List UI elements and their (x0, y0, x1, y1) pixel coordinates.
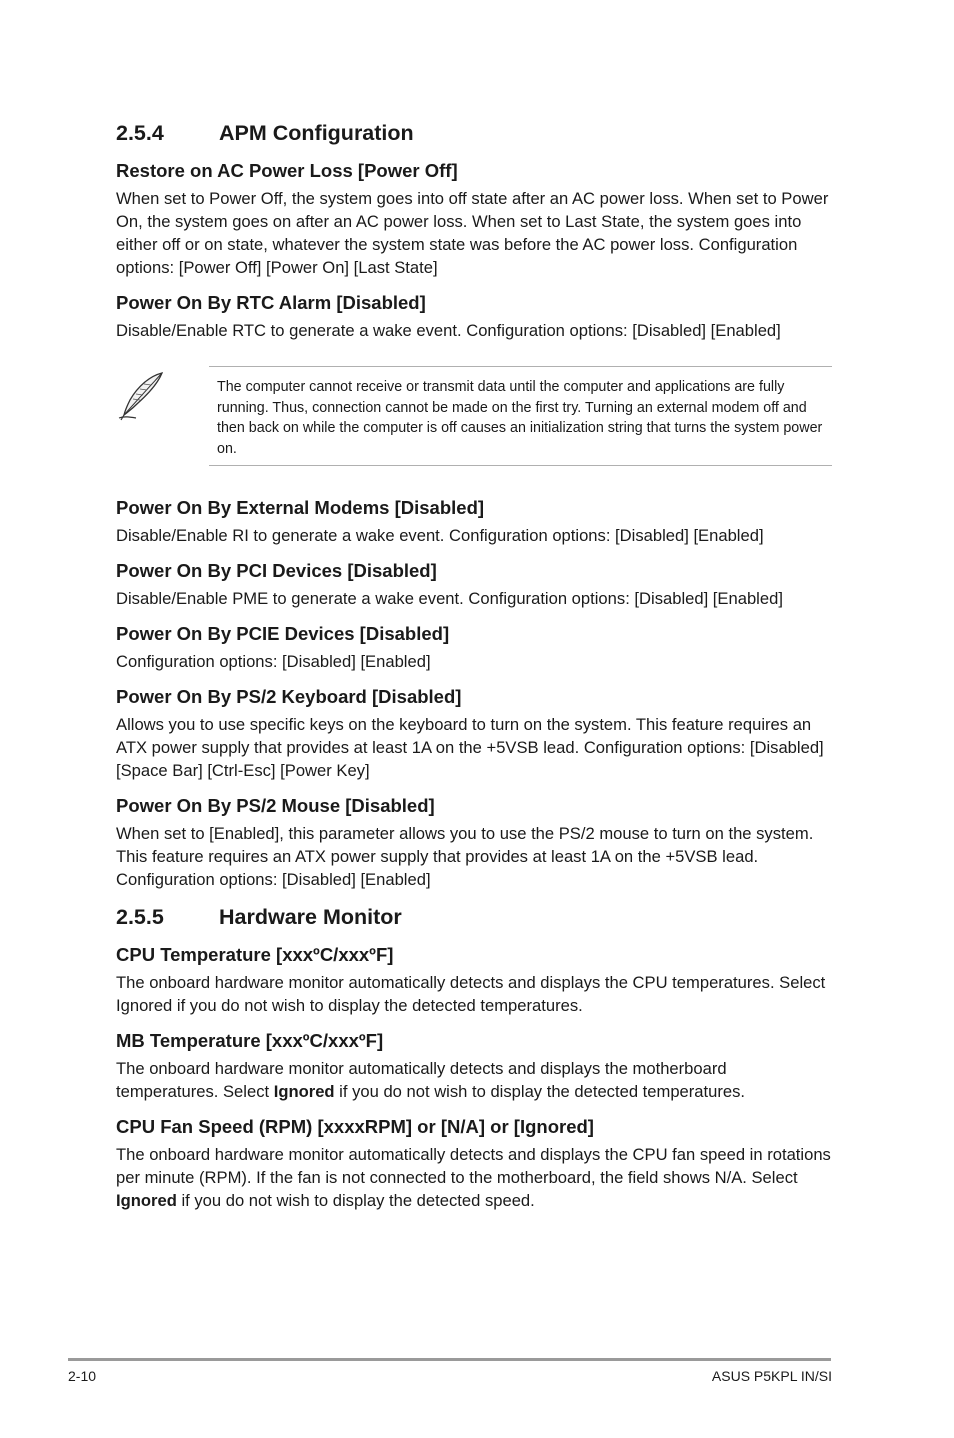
heading-ps2-keyboard: Power On By PS/2 Keyboard [Disabled] (116, 686, 462, 707)
section-title-text: APM Configuration (219, 121, 414, 145)
heading-pcie-devices: Power On By PCIE Devices [Disabled] (116, 623, 450, 644)
body-text: The onboard hardware monitor automatically detects and displays the CPU fan speed in rotations per minute (RPM). If the fan is not connected to the motherboard, the field shows N/A. Select (116, 1145, 831, 1187)
section-title-text: Hardware Monitor (219, 905, 402, 929)
body-text: if you do not wish to display the detected temperatures. (334, 1082, 746, 1101)
body-ps2-keyboard: Allows you to use specific keys on the keyboard to turn on the system. This feature requires an ATX power supply that provides at least 1A on the +5VSB lead. Configuration options: [Disabled] [Space Bar] [Ctrl-Esc] [Power Key] (116, 715, 824, 780)
body-bold-text: Ignored (116, 1191, 177, 1210)
body-cpu-temp: The onboard hardware monitor automatically detects and displays the CPU temperatures. Select Ignored if you do not wish to display the detected temperatures. (116, 973, 826, 1015)
section-number: 2.5.4 (116, 121, 164, 145)
product-name: ASUS P5KPL IN/SI (711, 1368, 832, 1384)
body-rtc-alarm: Disable/Enable RTC to generate a wake event. Configuration options: [Disabled] [Enabled] (116, 321, 781, 340)
note-text: The computer cannot receive or transmit data until the computer and applications are fully running. Thus, connection cannot be made on the first try. Turning an external modem off and then back on while the computer is off causes an initialization string that turns the system power on. (209, 366, 832, 466)
body-text: if you do not wish to display the detected speed. (176, 1191, 535, 1210)
heading-ext-modems: Power On By External Modems [Disabled] (116, 497, 485, 518)
heading-restore-ac: Restore on AC Power Loss [Power Off] (116, 160, 458, 181)
section-number: 2.5.5 (116, 905, 164, 929)
feather-pen-icon (116, 370, 168, 422)
note-callout (116, 366, 832, 468)
heading-cpu-fan: CPU Fan Speed (RPM) [xxxxRPM] or [N/A] or [Ignored] (116, 1116, 594, 1137)
body-cpu-fan (116, 1143, 832, 1212)
body-ext-modems: Disable/Enable RI to generate a wake event. Configuration options: [Disabled] [Enabled] (116, 526, 764, 545)
heading-ps2-mouse: Power On By PS/2 Mouse [Disabled] (116, 795, 435, 816)
body-pci-devices: Disable/Enable PME to generate a wake event. Configuration options: [Disabled] [Enabled] (116, 589, 783, 608)
body-pcie-devices: Configuration options: [Disabled] [Enabled] (116, 652, 431, 671)
body-text: The onboard hardware monitor automatically detects and displays the motherboard temperatures. Select (116, 1059, 727, 1101)
page-content (116, 118, 832, 1212)
body-ps2-mouse: When set to [Enabled], this parameter allows you to use the PS/2 mouse to turn on the system. This feature requires an ATX power supply that provides at least 1A on the +5VSB lead. Configuration options: [Disabled] [Enabled] (116, 824, 814, 889)
heading-rtc-alarm: Power On By RTC Alarm [Disabled] (116, 292, 426, 313)
section-title-apm (116, 118, 832, 148)
heading-pci-devices: Power On By PCI Devices [Disabled] (116, 560, 437, 581)
body-bold-text: Ignored (273, 1082, 335, 1101)
heading-mb-temp: MB Temperature [xxxºC/xxxºF] (116, 1030, 384, 1051)
page-number: 2-10 (68, 1368, 97, 1384)
body-mb-temp (116, 1057, 832, 1103)
section-title-hardware-monitor (116, 902, 832, 932)
footer-divider (68, 1358, 831, 1361)
body-restore-ac: When set to Power Off, the system goes into off state after an AC power loss. When set to Power On, the system goes on after an AC power loss. When set to Last State, the system goes into either off or on state, whatever the system state was before the AC power loss. Configuration options: [Power Off] [Power On] [Last State] (116, 189, 829, 277)
heading-cpu-temp: CPU Temperature [xxxºC/xxxºF] (116, 944, 394, 965)
